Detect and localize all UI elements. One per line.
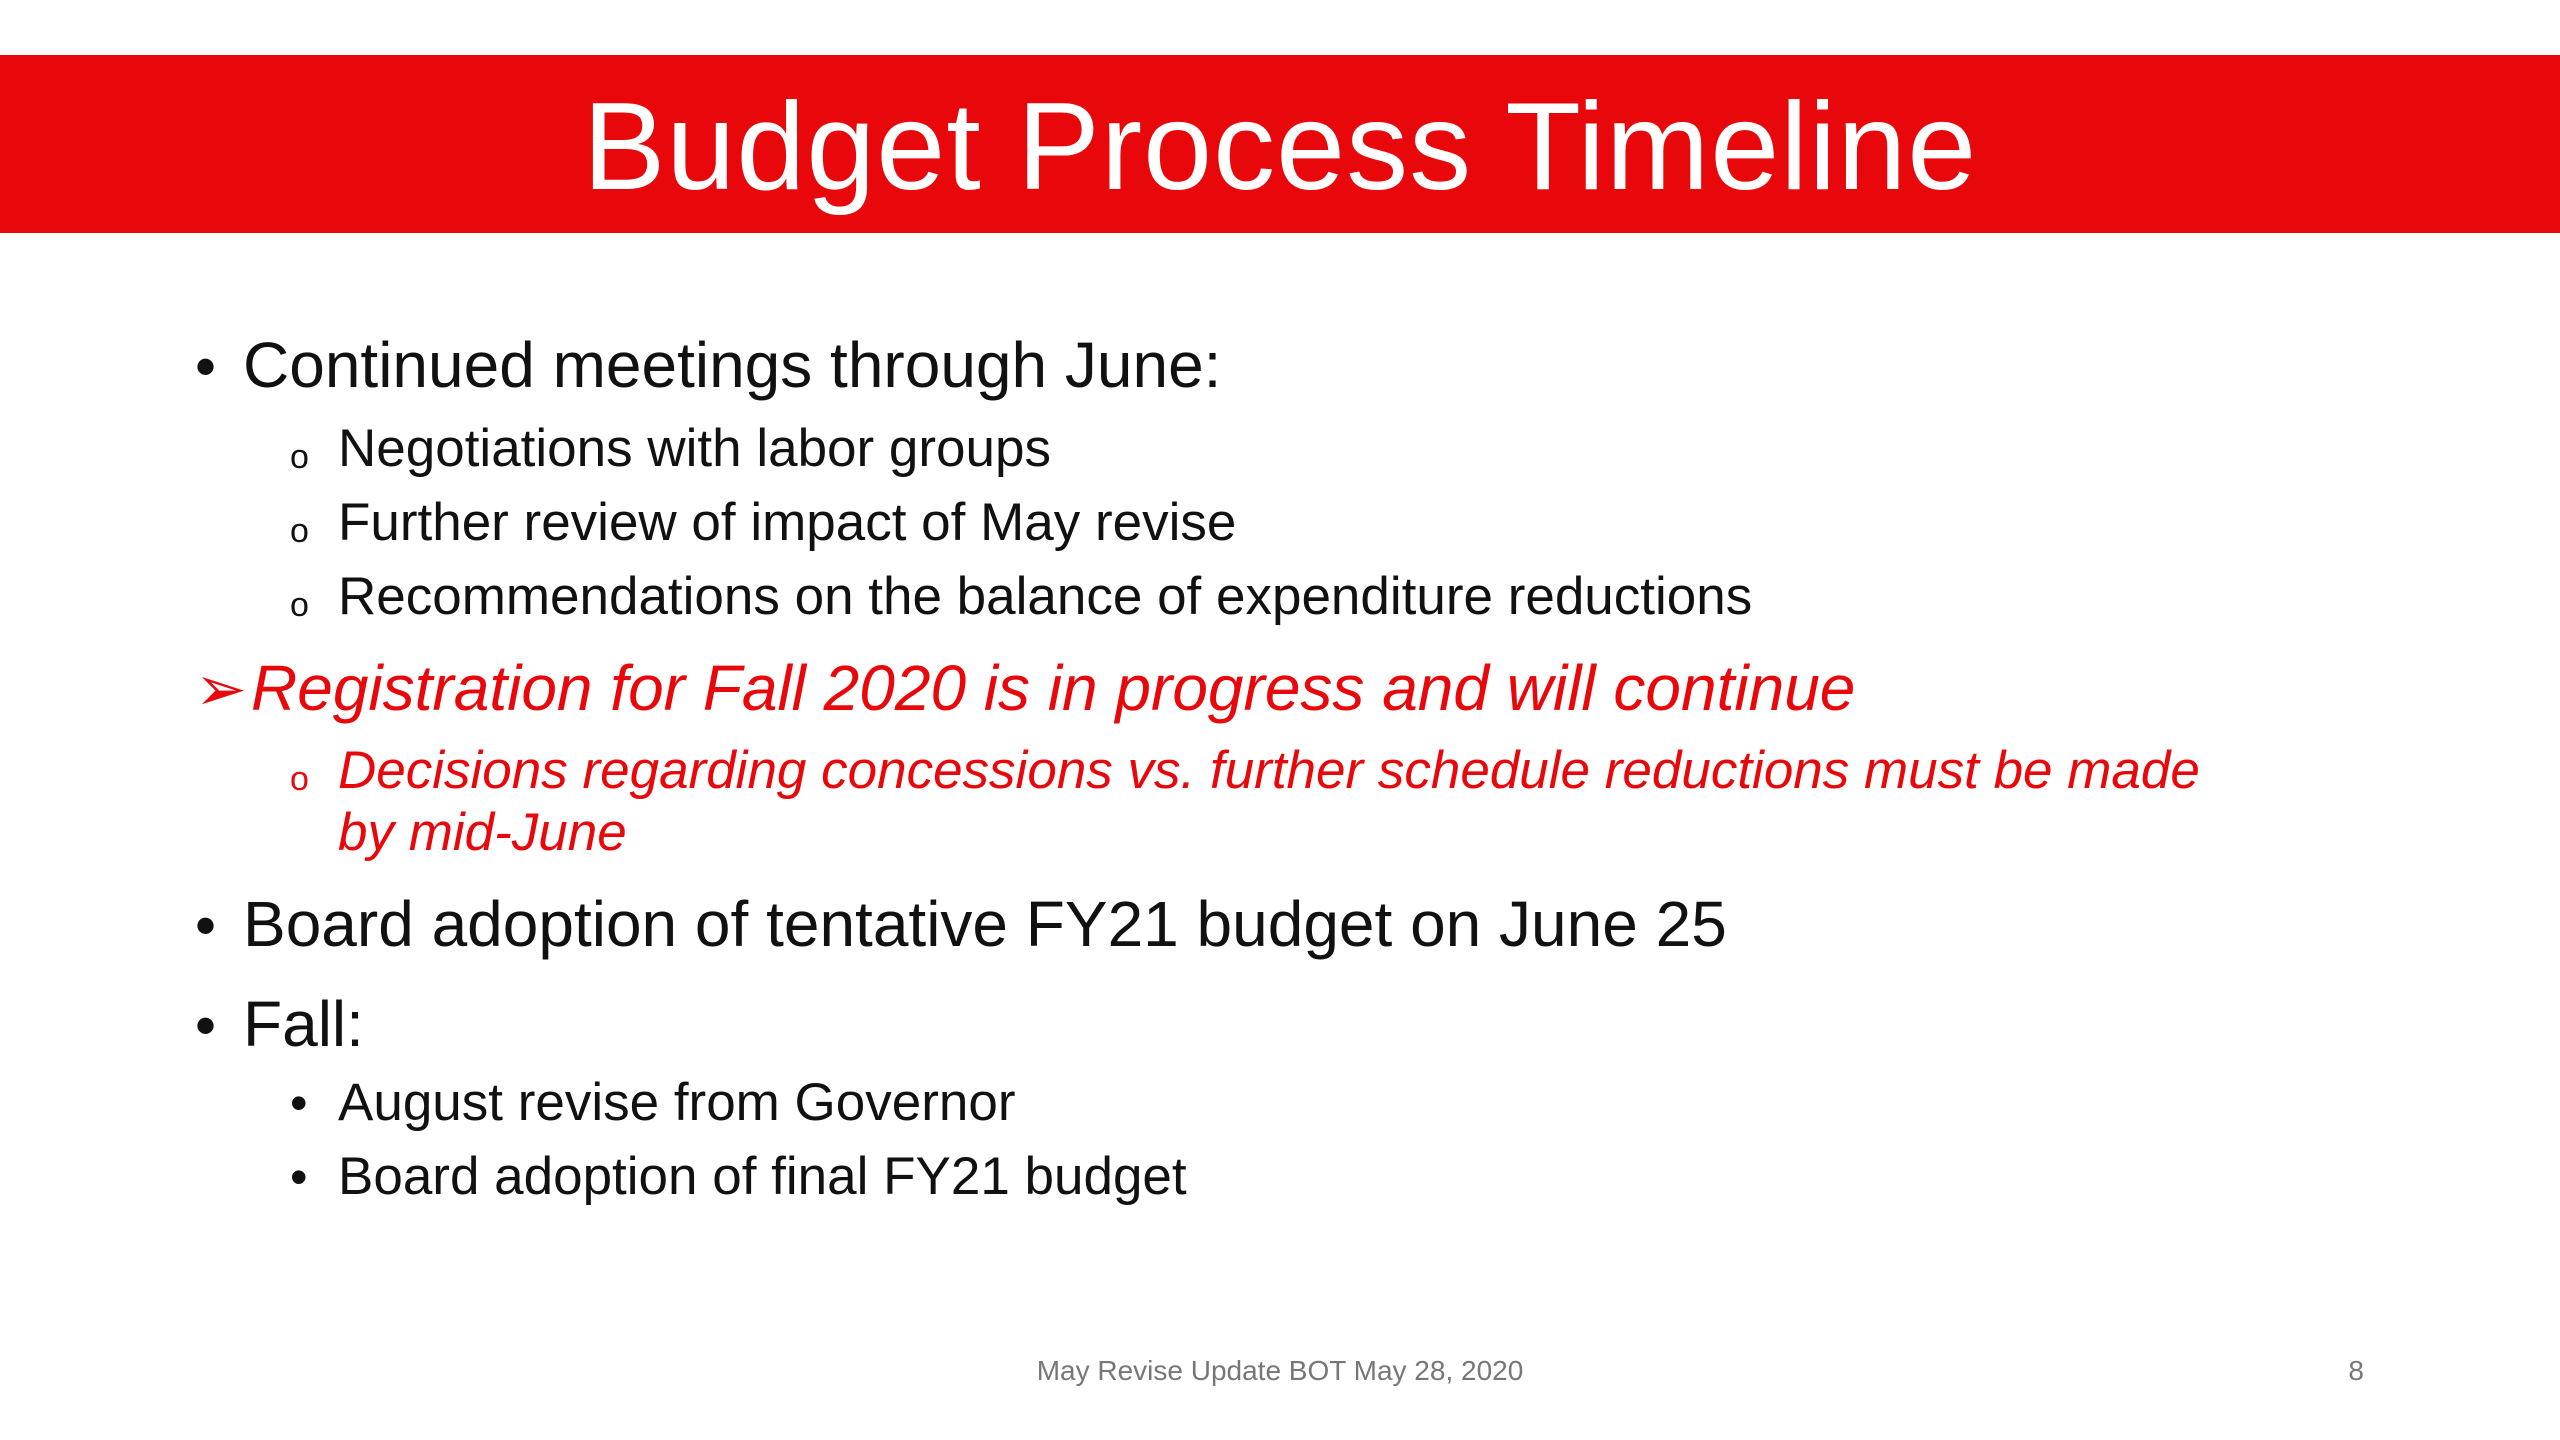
bullet-dot-icon: • bbox=[195, 333, 217, 400]
bullet-circle-icon: o bbox=[290, 438, 309, 476]
list-item-text: Board adoption of tentative FY21 budget on June 25 bbox=[243, 888, 1727, 960]
bullet-dot-icon: • bbox=[290, 1075, 308, 1131]
list-item-text: Continued meetings through June: bbox=[243, 329, 1222, 401]
list-item-text: August revise from Governor bbox=[338, 1073, 1016, 1132]
list-item bbox=[290, 564, 1752, 638]
list-item-text: Registration for Fall 2020 is in progress and will continue bbox=[251, 652, 1856, 724]
slide-number: 8 bbox=[2348, 1355, 2364, 1386]
list-item-continuation bbox=[338, 800, 627, 866]
list-item bbox=[290, 1070, 1015, 1136]
list-item-text: Decisions regarding concessions vs. further schedule reductions must be made bbox=[338, 741, 2200, 800]
list-item-text: Further review of impact of May revise bbox=[338, 493, 1237, 552]
bullet-circle-icon: o bbox=[290, 586, 309, 624]
list-item-text: Board adoption of final FY21 budget bbox=[338, 1147, 1187, 1206]
bullet-circle-icon: o bbox=[290, 512, 309, 550]
list-item-text: by mid-June bbox=[338, 803, 627, 862]
list-item-text: Negotiations with labor groups bbox=[338, 419, 1051, 478]
list-item bbox=[195, 884, 1727, 966]
bullet-dot-icon: • bbox=[195, 892, 217, 959]
list-item bbox=[290, 1144, 1187, 1210]
bullet-dot-icon: • bbox=[195, 992, 217, 1059]
list-item bbox=[195, 325, 1221, 407]
bullet-circle-icon: o bbox=[290, 760, 309, 798]
list-item bbox=[290, 416, 1051, 490]
list-item bbox=[195, 984, 364, 1066]
slide-title: Budget Process Timeline bbox=[582, 78, 1978, 216]
arrow-bullet-icon: ➢ bbox=[195, 655, 247, 724]
list-item-text: Fall: bbox=[243, 988, 364, 1060]
bullet-dot-icon: • bbox=[290, 1149, 308, 1205]
slide-footer: May Revise Update BOT May 28, 2020 bbox=[1036, 1355, 1524, 1386]
list-item-text: Recommendations on the balance of expenditure reductions bbox=[338, 567, 1753, 626]
highlighted-list-item bbox=[195, 648, 1855, 730]
list-item bbox=[290, 490, 1236, 564]
